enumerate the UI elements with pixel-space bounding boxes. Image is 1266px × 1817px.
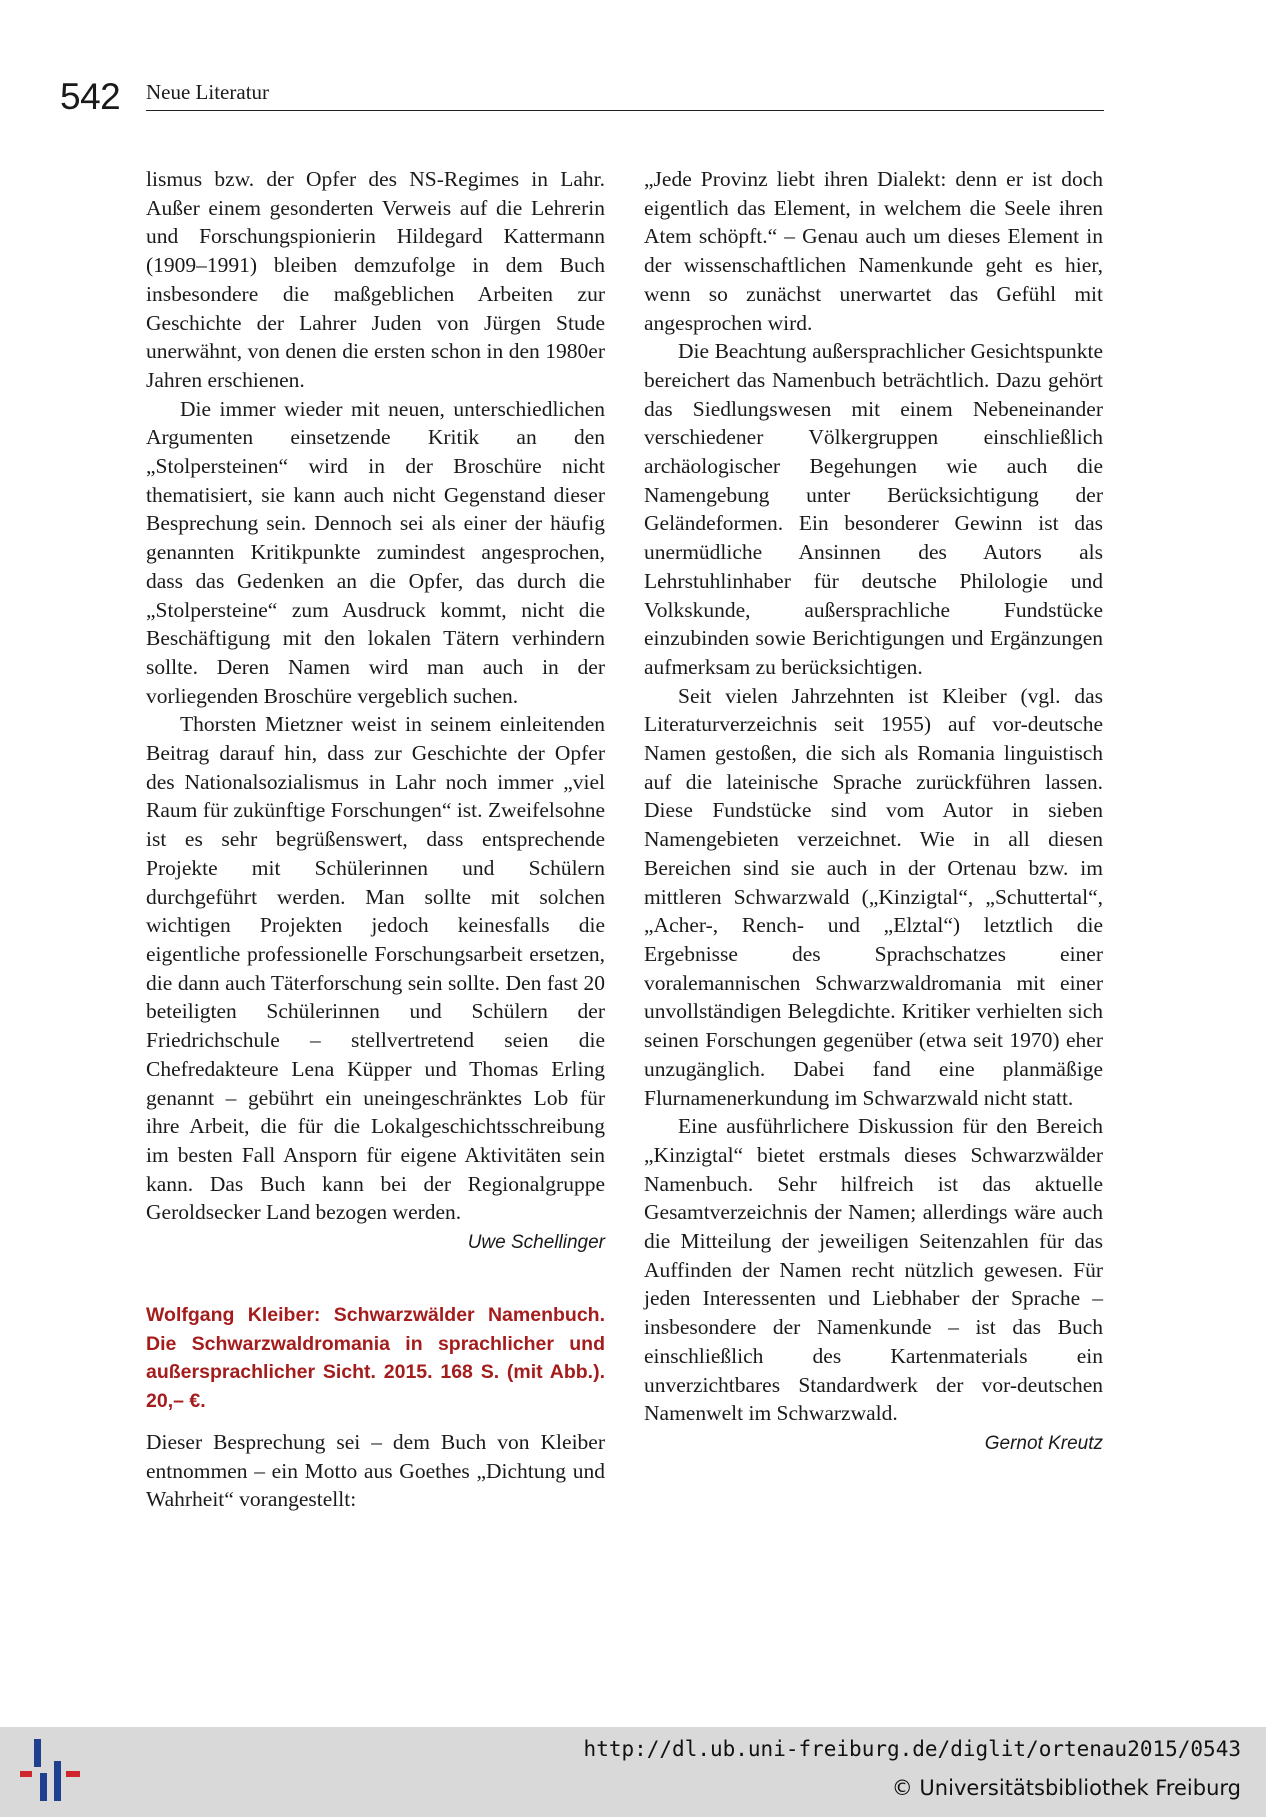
paragraph: Seit vielen Jahrzehnten ist Kleiber (vgl. das Literaturverzeichnis seit 1955) auf vor-deutsche Namen gestoßen, die sich als Romania linguistisch auf die lateinische Sprache zurückführen lassen. Diese Fundstücke sind vom Autor in sieben Namengebieten verzeichnet. Wie in all diesen Bereichen sind sie auch in der Ortenau bzw. im mittleren Schwarzwald („Kinzigtal“, „Schuttertal“, „Acher-, Rench- und „Elztal“) letztlich die Ergebnisse des Sprachschatzes einer voralemannischen Schwarzwaldromania mit einer unvollständigen Belegdichte. Kritiker verhielten sich seinen Forschungen gegenüber (etwa seit 1970) eher unzugänglich. Dabei fand eine planmäßige Flurnamenerkundung im Schwarzwald nicht statt. xyxy=(644,683,1103,1110)
paragraph: Die immer wieder mit neuen, unterschiedlichen Argumenten einsetzende Kritik an den „Stolpersteinen“ wird in der Broschüre nicht thematisiert, sie kann auch nicht Gegenstand dieser Besprechung sein. Dennoch sei als einer der häufig genannten Kritikpunkte zumindest angesprochen, dass das Gedenken an die Opfer, das durch die „Stolpersteine“ zum Ausdruck kommt, nicht die Beschäftigung mit den lokalen Tätern verhindern sollte. Deren Namen wird man auch in der vorliegenden Broschüre vergeblich suchen. xyxy=(146,396,605,708)
paragraph: lismus bzw. der Opfer des NS-Regimes in Lahr. Außer einem gesonderten Verweis auf die Lehrerin und Forschungspionierin Hildegard Kattermann (1909–1991) bleiben demzufolge in dem Buch insbesondere die maßgeblichen Arbeiten zur Geschichte der Lahrer Juden von Jürgen Stude unerwähnt, von denen die ersten schon in den 1980er Jahren erschienen. xyxy=(146,167,605,392)
page-number: 542 xyxy=(60,76,121,117)
review-signature: Gernot Kreutz xyxy=(984,1432,1103,1454)
running-title: Neue Literatur xyxy=(146,80,270,104)
footer-url-link[interactable]: http://dl.ub.uni-freiburg.de/diglit/ortenau2015/0543 xyxy=(583,1737,1241,1761)
review-heading: Wolfgang Kleiber: Schwarzwälder Namenbuch. Die Schwarzwaldromania in sprachlicher und außersprachlicher Sicht. 2015. 168 S. (mit Abb.). 20,– €. xyxy=(146,1304,605,1413)
paragraph: Eine ausführlichere Diskussion für den Bereich „Kinzigtal“ bietet erstmals dieses Schwarzwälder Namenbuch. Sehr hilfreich ist das aktuelle Gesamtverzeichnis der Namen; allerdings wäre auch die Mitteilung der jeweiligen Seitenzahlen für das Auffinden der Namen recht nützlich gewesen. Für jeden Interessenten und Liebhaber der Sprache – insbesondere der Namenkunde – ist das Buch einschließlich des Kartenmaterials ein unverzichtbares Standardwerk der vor-deutschen Namenwelt im Schwarzwald. xyxy=(644,1114,1103,1426)
review-intro: Dieser Besprechung sei – dem Buch von Kleiber entnommen – ein Motto aus Goethes „Dichtung und Wahrheit“ vorangestellt: xyxy=(146,1429,605,1512)
review-signature: Uwe Schellinger xyxy=(467,1232,605,1254)
header-rule xyxy=(146,110,1104,111)
left-column xyxy=(146,165,605,1514)
right-column xyxy=(644,165,1103,1458)
ub-freiburg-logo-icon xyxy=(20,1739,80,1801)
paragraph: „Jede Provinz liebt ihren Dialekt: denn er ist doch eigentlich das Element, in welchem die Seele ihren Atem schöpft.“ – Genau auch um dieses Element in der wissenschaftlichen Namenkunde geht es hier, wenn so zunächst unerwartet das Gefühl mit angesprochen wird. xyxy=(644,167,1103,335)
paragraph: Die Beachtung außersprachlicher Gesichtspunkte bereichert das Namenbuch beträchtlich. Dazu gehört das Siedlungswesen mit einem Nebeneinander verschiedener Völkergruppen einschließlich archäologischer Begehungen wie auch die Namengebung unter Berücksichtigung der Geländeformen. Ein besonderer Gewinn ist das unermüdliche Ansinnen des Autors als Lehrstuhlinhaber für deutsche Philologie und Volkskunde, außersprachliche Fundstücke einzubinden sowie Berichtigungen und Ergänzungen aufmerksam zu berücksichtigen. xyxy=(644,339,1103,679)
paragraph: Thorsten Mietzner weist in seinem einleitenden Beitrag darauf hin, dass zur Geschichte der Opfer des Nationalsozialismus in Lahr noch immer „viel Raum für zukünftige Forschungen“ ist. Zweifelsohne ist es sehr begrüßenswert, dass entsprechende Projekte mit Schülerinnen und Schülern durchgeführt werden. Man sollte mit solchen wichtigen Projekten jedoch keinesfalls die eigentliche professionelle Forschungsarbeit ersetzen, die dann auch Täterforschung sein sollte. Den fast 20 beteiligten Schülerinnen und Schülern der Friedrichschule – stellvertretend seien die Chefredakteure Lena Küpper und Thomas Erling genannt – gebührt ein uneingeschränktes Lob für ihre Arbeit, die für die Lokalgeschichtsschreibung im besten Fall Ansporn für eigene Aktivitäten sein kann. Das Buch kann bei der Regionalgruppe Geroldsecker Land bezogen werden. xyxy=(146,712,605,1225)
footer-copyright: © Universitätsbibliothek Freiburg xyxy=(891,1776,1241,1800)
